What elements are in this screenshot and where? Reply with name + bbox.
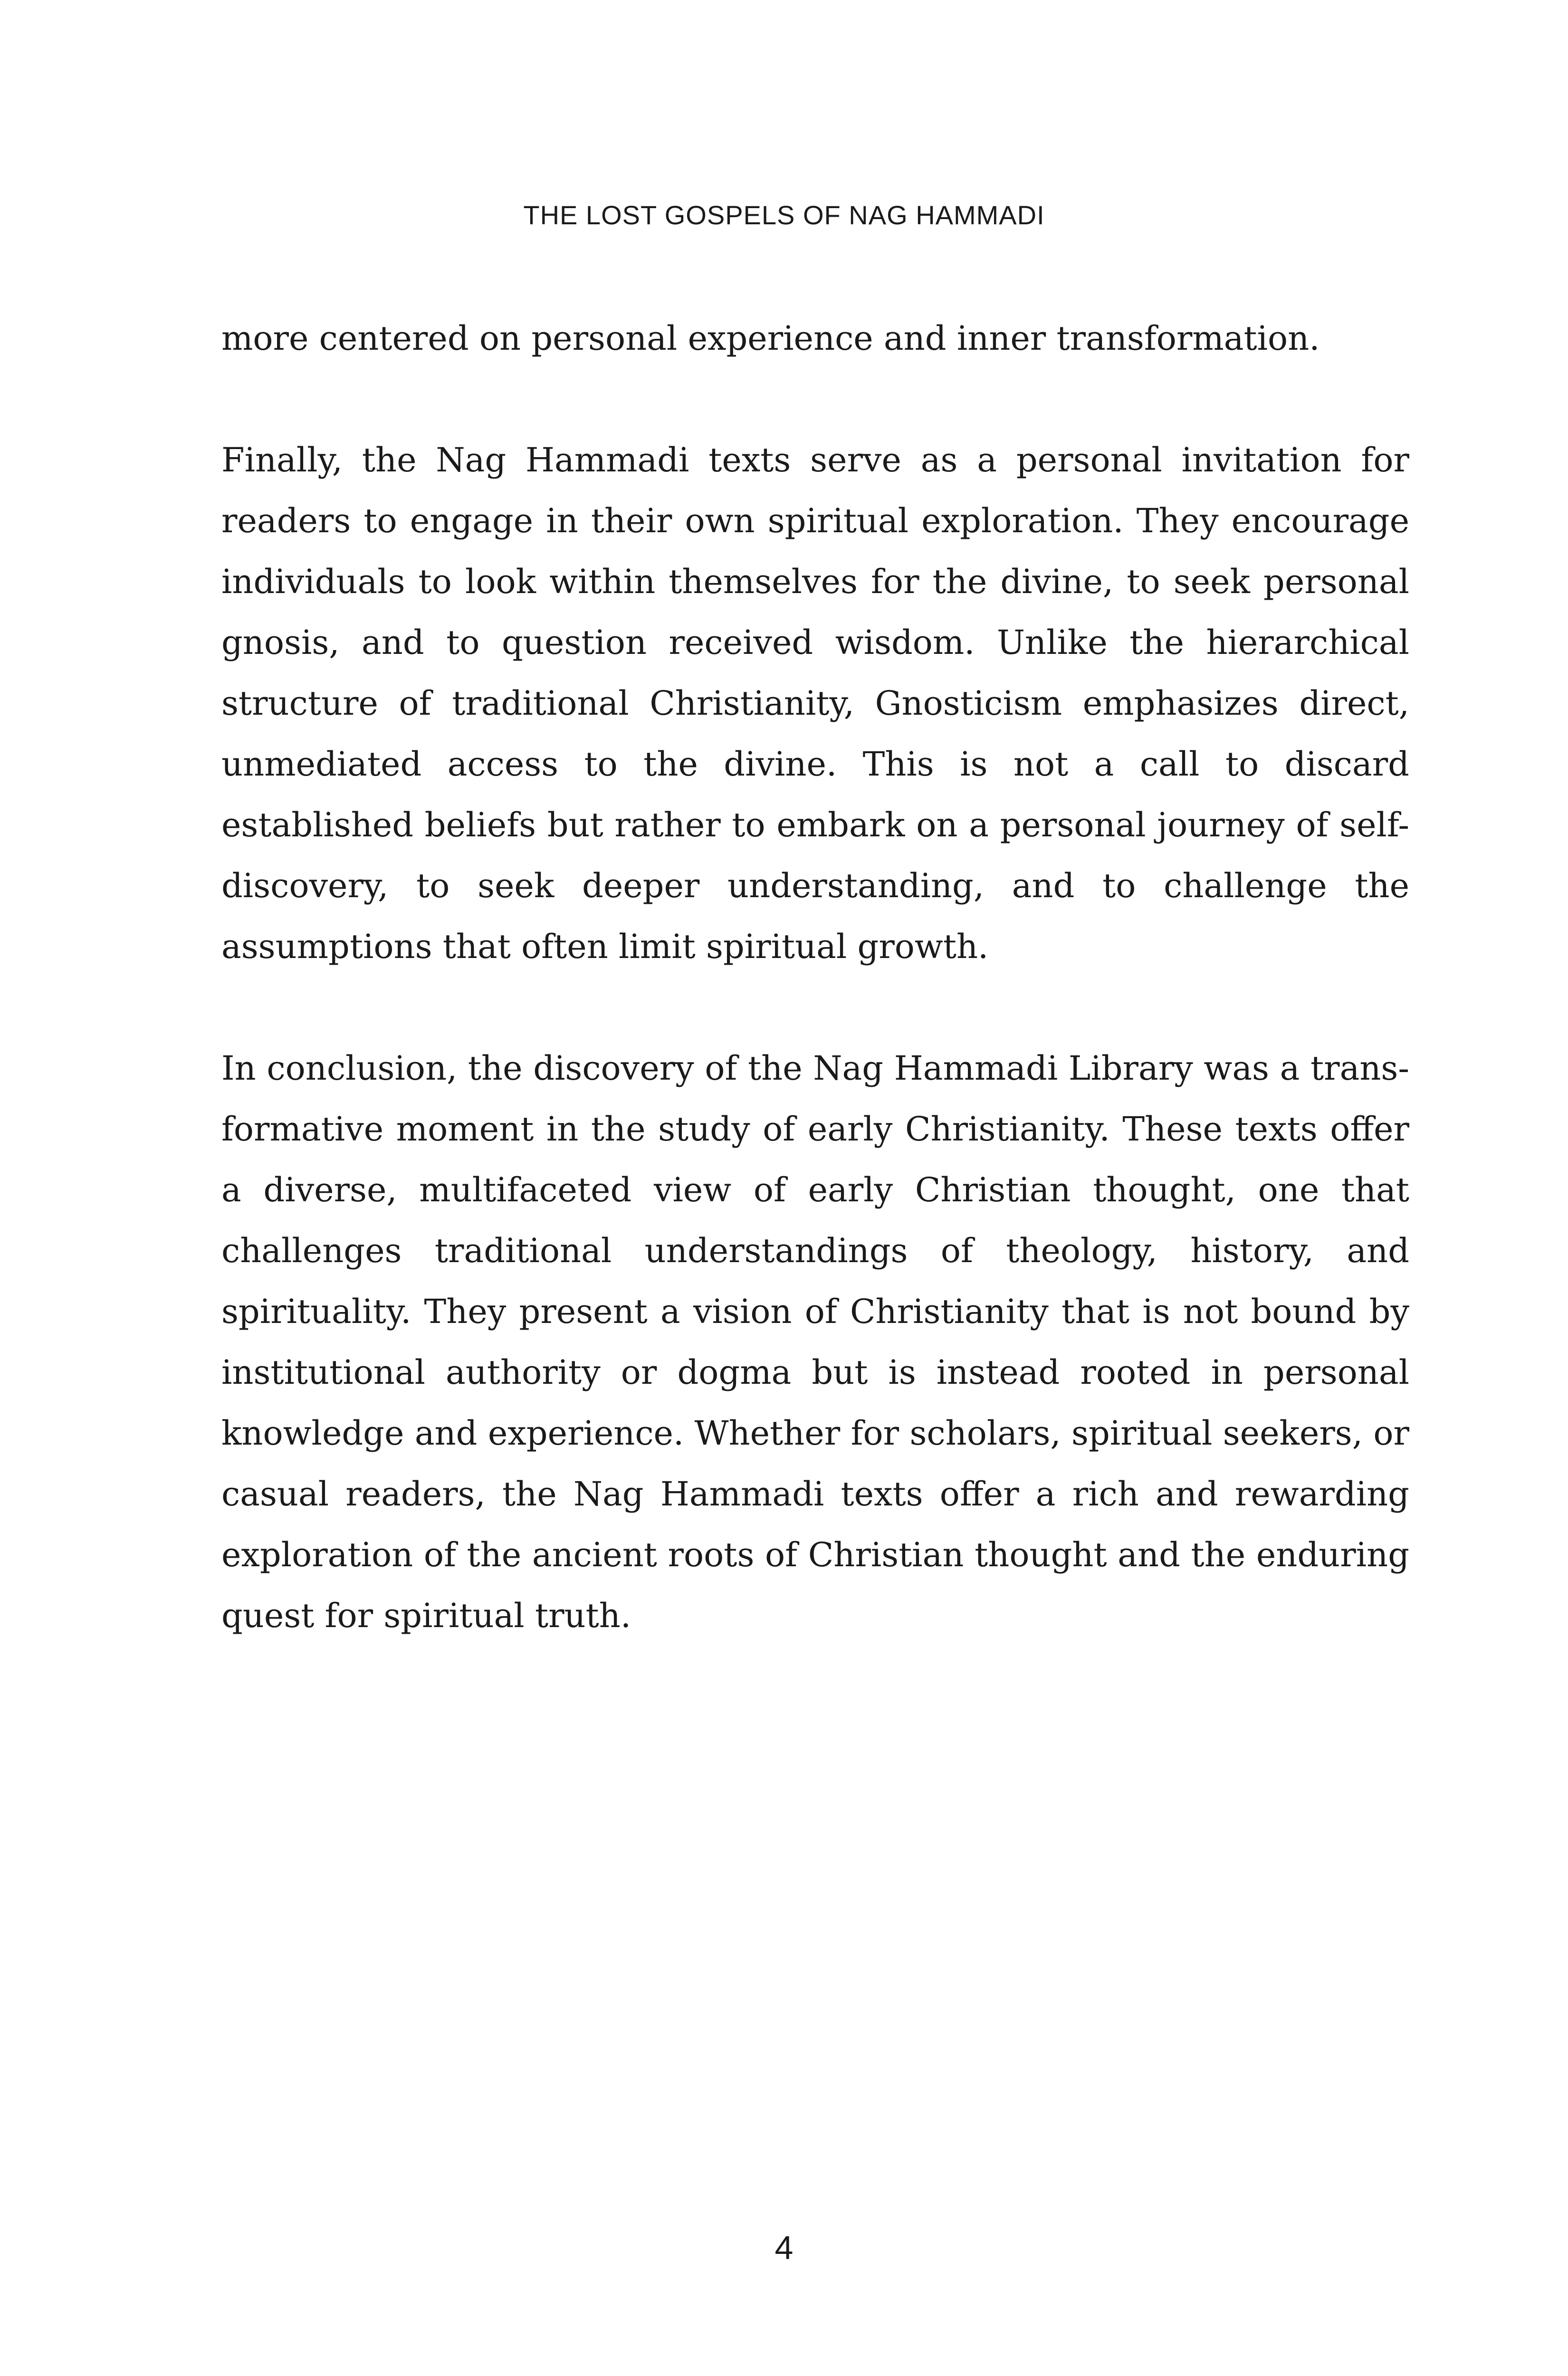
body-text — [221, 308, 1409, 1707]
page-number: 4 — [774, 2229, 794, 2266]
running-head: THE LOST GOSPELS OF NAG HAMMADI — [523, 200, 1045, 230]
paragraph-continuation: more centered on personal experience and inner transformation. — [221, 319, 1320, 358]
paragraph-finally: Finally, the Nag Hammadi texts serve as a personal invitation for readers to engage in their own spiritual exploration. They encourage individuals to look within themselves for the divine, to seek personal gnosis, and to question received wisdom. Unlike the hierarchical structure of traditional Christianity, Gnosticism emphasizes direct, unmediated access to the divine. This is not a call to discard established beliefs but rather to embark on a personal journey of self-discovery, to seek deeper understanding, and to challenge the assumptions that often limit spiritual growth. — [221, 441, 1409, 966]
paragraph-conclusion: In conclusion, the discovery of the Nag Hammadi Library was a transformative moment in the study of early Christianity. These texts offer a diverse, multifaceted view of early Christian thought, one that challenges traditional understandings of theology, history, and spirituality. They present a vision of Christianity that is not bound by institutional authority or dogma but is instead rooted in personal knowledge and experience. Whether for scholars, spiritual seekers, or casual readers, the Nag Hammadi texts offer a rich and rewarding exploration of the ancient roots of Christian thought and the enduring quest for spiritual truth. — [221, 1049, 1409, 1635]
